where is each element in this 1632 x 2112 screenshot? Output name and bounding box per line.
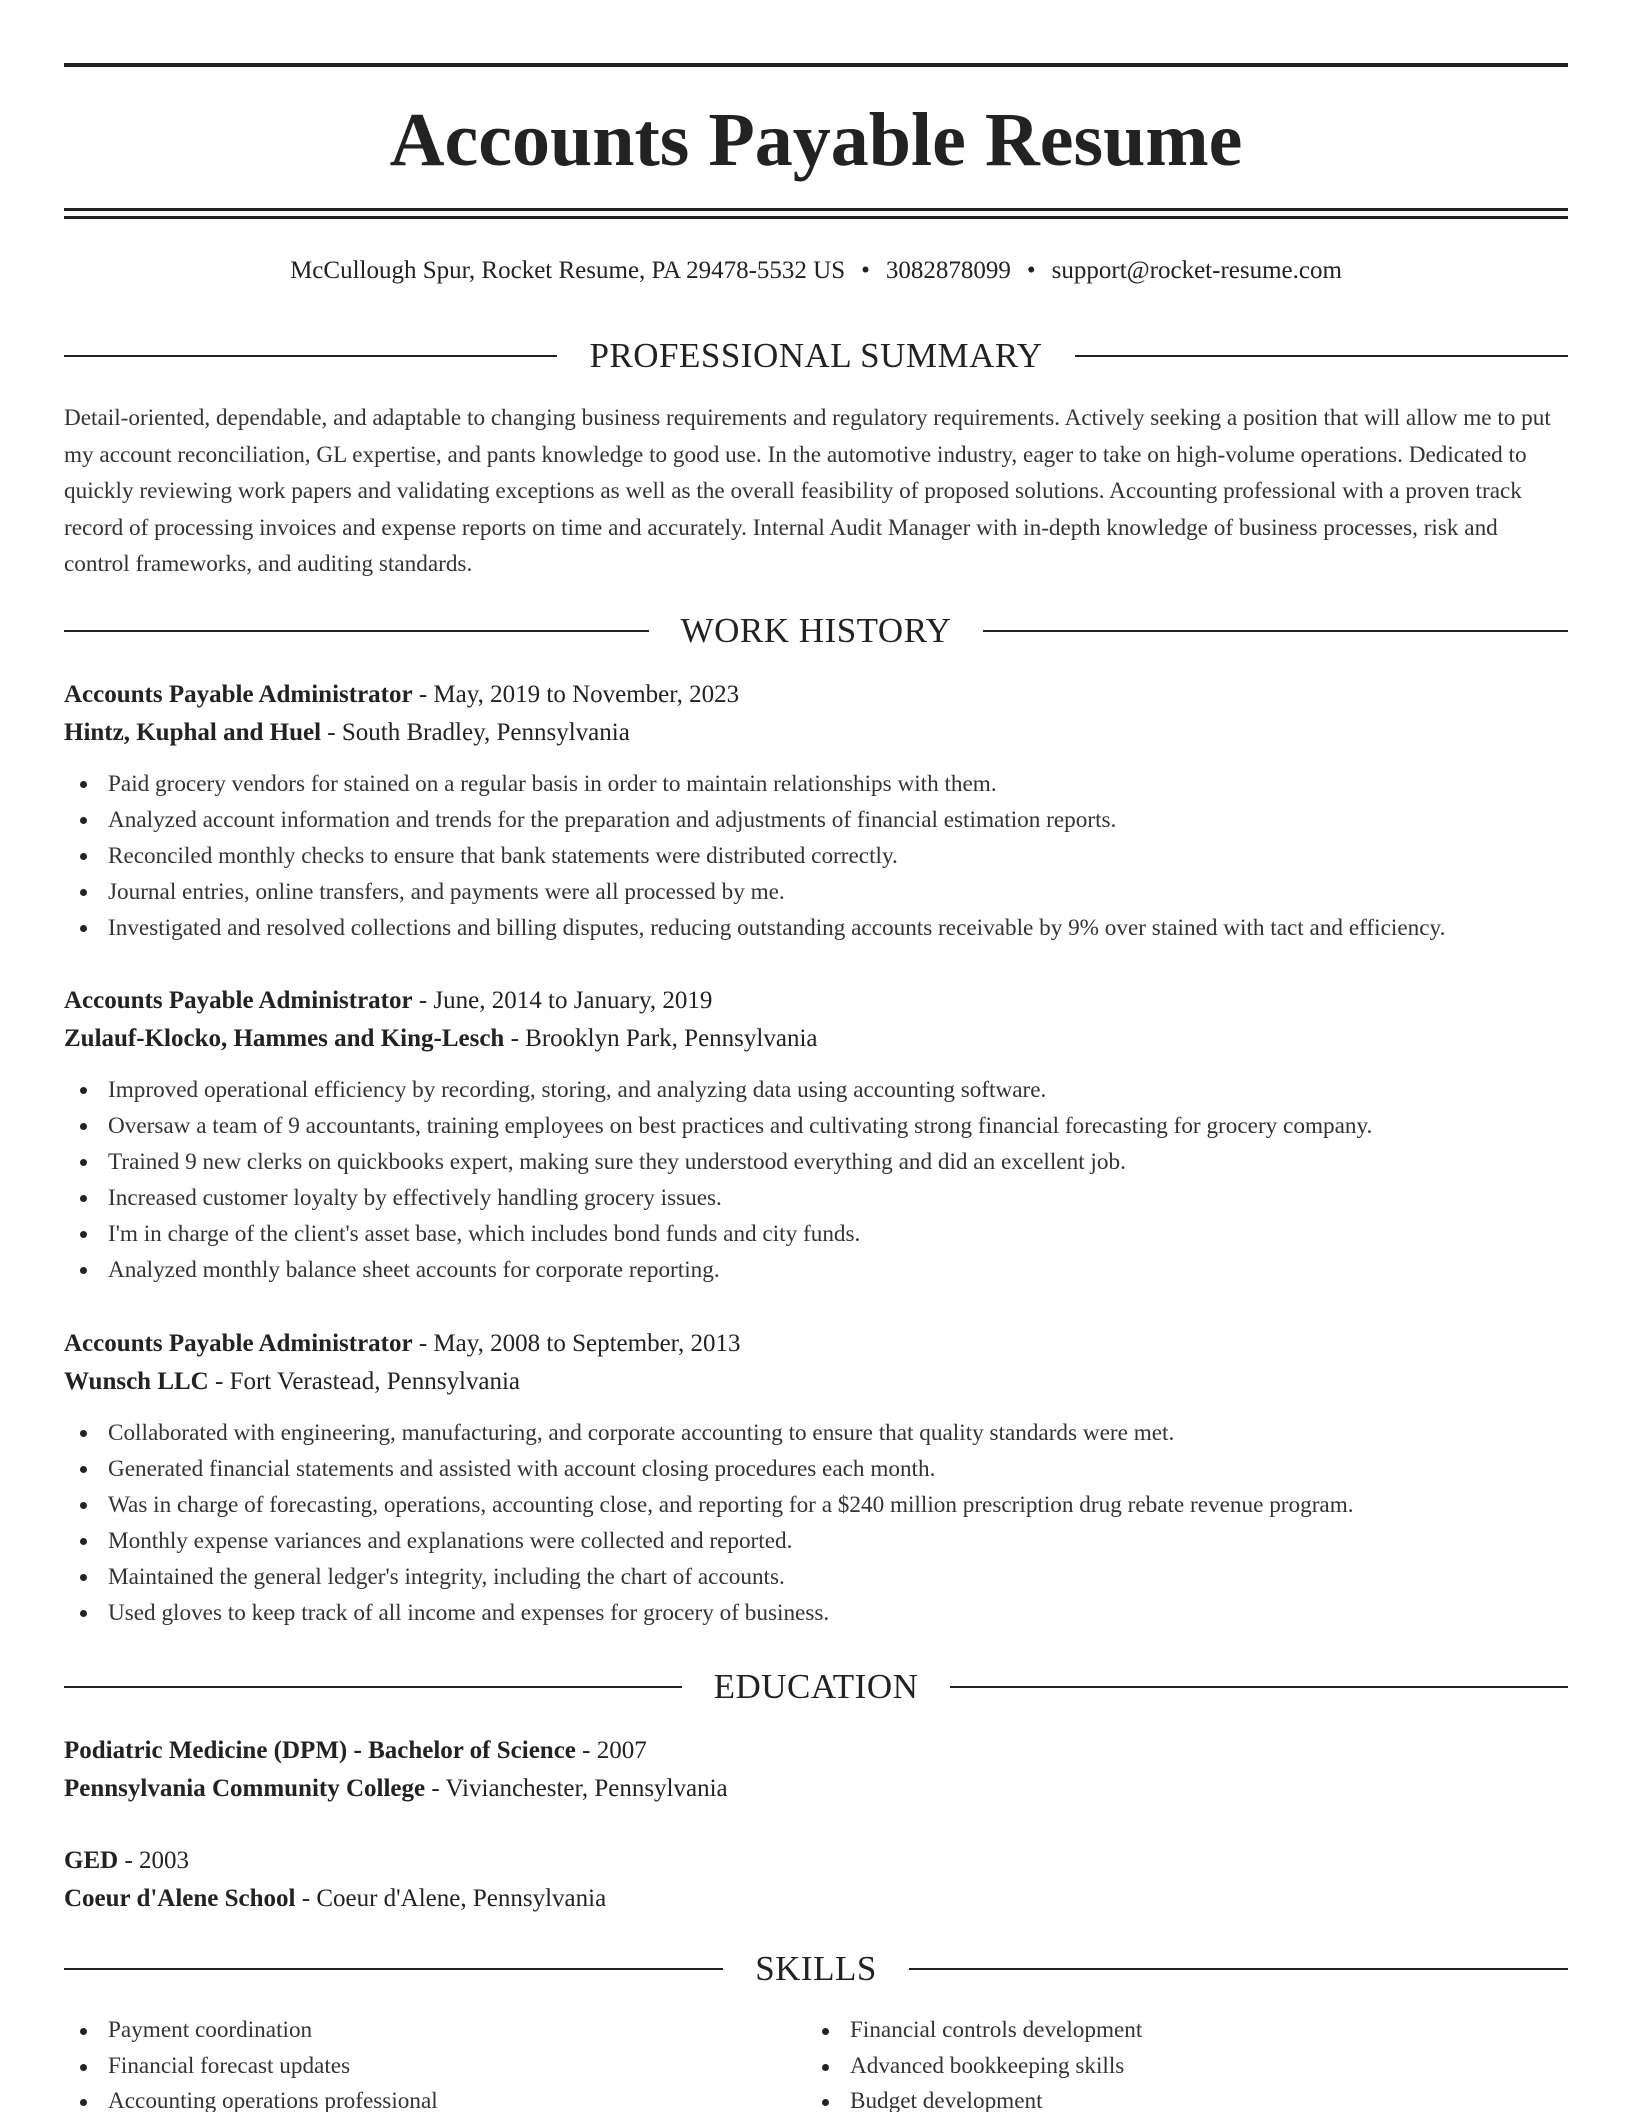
heading-rule-right <box>950 1686 1568 1688</box>
job-title: Accounts Payable Administrator <box>64 681 413 708</box>
heading-rule-right <box>909 1968 1568 1970</box>
summary-paragraph: Detail-oriented, dependable, and adaptable to changing business requirements and regulatory requirements. Actively seeking a position that will allow me to put my account reconciliation, GL expertise, and pants knowledge to good use. In the automotive industry, eager to take on high-volume operations. Dedicated to quickly reviewing work papers and validating exceptions as well as the overall feasibility of proposed solutions. Accounting professional with a proven track record of processing invoices and expense reports on time and accurately. Internal Audit Manager with in-depth knowledge of business processes, risk and control frameworks, and auditing standards. <box>64 405 1551 577</box>
edu-location: - Coeur d'Alene, Pennsylvania <box>295 1885 607 1912</box>
section-title: PROFESSIONAL SUMMARY <box>589 336 1043 375</box>
job-bullets <box>64 1415 1568 1631</box>
list-item: Financial forecast updates <box>64 2049 764 2085</box>
job-bullets <box>64 766 1568 946</box>
education-entry <box>64 1732 1568 1808</box>
header-rule-1 <box>64 208 1568 211</box>
heading-rule-left <box>64 1686 682 1688</box>
list-item: Used gloves to keep track of all income and expenses for grocery of business. <box>64 1595 1568 1631</box>
contact-address: McCullough Spur, Rocket Resume, PA 29478-5532 US <box>290 257 846 284</box>
list-item: Paid grocery vendors for stained on a regular basis in order to maintain relationships with them. <box>64 766 1568 802</box>
list-item: Analyzed account information and trends for the preparation and adjustments of financial estimation reports. <box>64 802 1568 838</box>
section-heading-skills <box>64 1947 1568 1991</box>
job-entry <box>64 1325 1568 1631</box>
list-item: Monthly expense variances and explanations were collected and reported. <box>64 1523 1568 1559</box>
job-dates: - May, 2019 to November, 2023 <box>412 681 740 708</box>
contact-email: support@rocket-resume.com <box>1051 257 1342 284</box>
contact-separator: • <box>861 257 870 284</box>
list-item: Investigated and resolved collections and billing disputes, reducing outstanding accounts receivable by 9% over stained with tact and efficiency. <box>64 910 1568 946</box>
edu-degree: GED <box>64 1847 119 1874</box>
heading-rule-left <box>64 630 649 632</box>
job-location: - Fort Verastead, Pennsylvania <box>208 1368 521 1395</box>
education-entry <box>64 1842 1568 1918</box>
job-company: Zulauf-Klocko, Hammes and King-Lesch <box>64 1025 505 1052</box>
job-company: Wunsch LLC <box>64 1368 209 1395</box>
list-item: Oversaw a team of 9 accountants, training employees on best practices and cultivating strong financial forecasting for grocery company. <box>64 1108 1568 1144</box>
list-item: Accounting operations professional <box>64 2084 764 2112</box>
list-item: Reconciled monthly checks to ensure that bank statements were distributed correctly. <box>64 838 1568 874</box>
list-item: Collaborated with engineering, manufacturing, and corporate accounting to ensure that quality standards were met. <box>64 1415 1568 1451</box>
section-heading-work <box>64 609 1568 653</box>
list-item: Was in charge of forecasting, operations, accounting close, and reporting for a $240 million prescription drug rebate revenue program. <box>64 1487 1568 1523</box>
edu-degree: Podiatric Medicine (DPM) - Bachelor of Science <box>64 1737 576 1764</box>
section-heading-education <box>64 1665 1568 1709</box>
list-item: Generated financial statements and assisted with account closing procedures each month. <box>64 1451 1568 1487</box>
job-company: Hintz, Kuphal and Huel <box>64 719 322 746</box>
edu-school: Pennsylvania Community College <box>64 1775 426 1802</box>
heading-rule-left <box>64 1968 723 1970</box>
contact-separator: • <box>1026 257 1036 284</box>
section-heading-summary <box>64 334 1568 378</box>
heading-rule-right <box>983 630 1568 632</box>
list-item: Trained 9 new clerks on quickbooks expert, making sure they understood everything and did an excellent job. <box>64 1144 1568 1180</box>
job-bullets <box>64 1072 1568 1288</box>
section-title: WORK HISTORY <box>680 611 952 650</box>
heading-rule-left <box>64 355 557 357</box>
section-title: SKILLS <box>755 1949 877 1988</box>
job-dates: - June, 2014 to January, 2019 <box>412 987 713 1014</box>
job-entry <box>64 676 1568 946</box>
list-item: Improved operational efficiency by recording, storing, and analyzing data using accounting software. <box>64 1072 1568 1108</box>
list-item: Increased customer loyalty by effectively handling grocery issues. <box>64 1180 1568 1216</box>
heading-rule-right <box>1075 355 1568 357</box>
contact-line <box>64 255 1568 287</box>
job-location: - Brooklyn Park, Pennsylvania <box>504 1025 818 1052</box>
list-item: Financial controls development <box>806 2013 1506 2049</box>
edu-school: Coeur d'Alene School <box>64 1885 296 1912</box>
skills-list-right <box>806 2013 1506 2112</box>
skills-list-left <box>64 2013 764 2112</box>
edu-location: - Vivianchester, Pennsylvania <box>425 1775 728 1802</box>
list-item: Maintained the general ledger's integrity, including the chart of accounts. <box>64 1559 1568 1595</box>
list-item: I'm in charge of the client's asset base, which includes bond funds and city funds. <box>64 1216 1568 1252</box>
edu-year: - 2007 <box>575 1737 647 1764</box>
header-top-rule <box>64 63 1568 67</box>
edu-year: - 2003 <box>118 1847 190 1874</box>
contact-phone: 3082878099 <box>885 257 1011 284</box>
list-item: Analyzed monthly balance sheet accounts for corporate reporting. <box>64 1252 1568 1288</box>
list-item: Budget development <box>806 2084 1506 2112</box>
job-title: Accounts Payable Administrator <box>64 1330 413 1357</box>
job-title: Accounts Payable Administrator <box>64 987 413 1014</box>
job-location: - South Bradley, Pennsylvania <box>321 719 630 746</box>
header-rule-2 <box>64 216 1568 219</box>
job-dates: - May, 2008 to September, 2013 <box>412 1330 741 1357</box>
section-title: EDUCATION <box>713 1667 919 1706</box>
list-item: Payment coordination <box>64 2013 764 2049</box>
job-entry <box>64 982 1568 1288</box>
list-item: Journal entries, online transfers, and payments were all processed by me. <box>64 874 1568 910</box>
page-title: Accounts Payable Resume <box>389 98 1243 182</box>
list-item: Advanced bookkeeping skills <box>806 2049 1506 2085</box>
